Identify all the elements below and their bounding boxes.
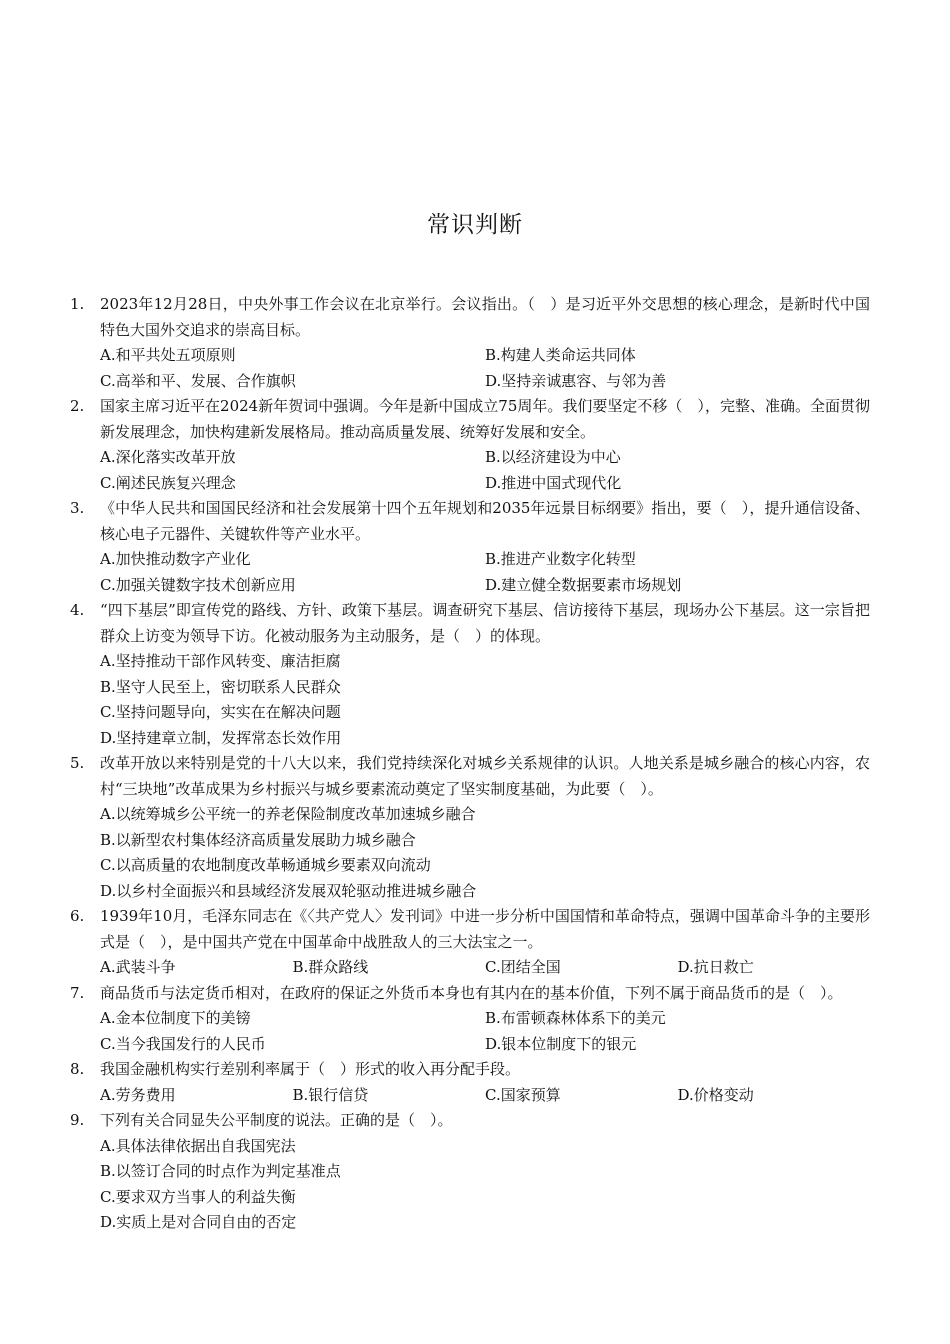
option-d: D.价格变动 (677, 1085, 754, 1104)
question-8 (70, 1057, 870, 1108)
option-a: A.武装斗争 (100, 958, 176, 976)
option-b: B.群众路线 (292, 958, 369, 976)
question-stem: 改革开放以来特别是党的十八大以来，我们党持续深化对城乡关系规律的认识。人地关系是城乡融合的核心内容，农村“三块地”改革成果为乡村振兴与城乡要素流动奠定了坚实制度基础，为此要（ ）。 (100, 754, 870, 798)
question-number: 6. (70, 907, 85, 925)
option-a: A.深化落实改革开放 (100, 448, 236, 466)
option-a: A.具体法律依据出自我国宪法 (100, 1136, 296, 1155)
question-2 (70, 394, 870, 496)
option-c: C.团结全国 (485, 958, 561, 976)
option-c: C.要求双方当事人的利益失衡 (100, 1187, 296, 1206)
question-3 (70, 496, 870, 598)
option-b: B.布雷顿森林体系下的美元 (485, 1009, 666, 1027)
option-d: D.以乡村全面振兴和县域经济发展双轮驱动推进城乡融合 (100, 881, 477, 900)
question-stem: 《中华人民共和国国民经济和社会发展第十四个五年规划和2035年远景目标纲要》指出，要（ ），提升通信设备、核心电子元器件、关键软件等产业水平。 (100, 499, 870, 543)
question-stem: 2023年12月28日，中央外事工作会议在北京举行。会议指出。（ ）是习近平外交思想的核心理念，是新时代中国特色大国外交追求的崇高目标。 (100, 295, 870, 339)
question-stem: 下列有关合同显失公平制度的说法。正确的是（ ）。 (100, 1111, 453, 1129)
question-6 (70, 904, 870, 981)
option-d: D.坚持建章立制，发挥常态长效作用 (100, 728, 342, 747)
option-d: D.实质上是对合同自由的否定 (100, 1213, 297, 1231)
question-5 (70, 751, 870, 904)
option-b: B.以新型农村集体经济高质量发展助力城乡融合 (100, 830, 416, 849)
question-stem: 我国金融机构实行差别利率属于（ ）形式的收入再分配手段。 (100, 1060, 521, 1078)
question-list (70, 292, 870, 1236)
option-b: B.推进产业数字化转型 (485, 550, 636, 568)
option-c: C.阐述民族复兴理念 (100, 473, 236, 492)
option-c: C.以高质量的农地制度改革畅通城乡要素双向流动 (100, 856, 431, 874)
question-4 (70, 598, 870, 751)
option-d: D.银本位制度下的银元 (485, 1034, 637, 1053)
option-b: B.以签订合同的时点作为判定基准点 (100, 1162, 341, 1180)
option-d: D.推进中国式现代化 (485, 473, 622, 492)
option-a: A.加快推动数字产业化 (100, 550, 251, 568)
question-number: 7. (70, 983, 85, 1002)
option-d: D.坚持亲诚惠容、与邻为善 (485, 371, 667, 390)
page-title: 常识判断 (427, 212, 523, 238)
option-a: A.坚持推动干部作风转变、廉洁拒腐 (100, 652, 341, 670)
option-b: B.构建人类命运共同体 (485, 346, 636, 364)
question-number: 3. (70, 499, 85, 517)
question-number: 8. (70, 1060, 85, 1078)
question-number: 9. (70, 1111, 85, 1129)
option-a: A.以统筹城乡公平统一的养老保险制度改革加速城乡融合 (100, 805, 476, 823)
option-d: D.抗日救亡 (677, 958, 754, 976)
question-9 (70, 1108, 870, 1236)
option-b: B.以经济建设为中心 (485, 448, 621, 466)
question-stem: 商品货币与法定货币相对，在政府的保证之外货币本身也有其内在的基本价值，下列不属于商品货币的是（ ）。 (100, 983, 843, 1002)
question-stem: 1939年10月，毛泽东同志在《〈共产党人〉发刊词》中进一步分析中国国情和革命特点，强调中国革命斗争的主要形式是（ ），是中国共产党在中国革命中战胜敌人的三大法宝之一。 (100, 907, 870, 951)
option-b: B.坚守人民至上，密切联系人民群众 (100, 677, 341, 696)
question-7 (70, 981, 870, 1058)
option-c: C.当今我国发行的人民币 (100, 1034, 266, 1053)
option-a: A.和平共处五项原则 (100, 346, 236, 364)
question-stem: 国家主席习近平在2024新年贺词中强调。今年是新中国成立75周年。我们要坚定不移（ ），完整、准确。全面贯彻新发展理念，加快构建新发展格局。推动高质量发展、统筹好发展和安全。 (100, 397, 870, 441)
question-1 (70, 292, 870, 394)
question-number: 4. (70, 601, 85, 619)
option-c: C.加强关键数字技术创新应用 (100, 575, 296, 594)
option-d: D.建立健全数据要素市场规划 (485, 575, 682, 594)
option-a: A.劳务费用 (100, 1085, 176, 1104)
question-stem: “四下基层”即宣传党的路线、方针、政策下基层。调查研究下基层、信访接待下基层，现场办公下基层。这一宗旨把群众上访变为领导下访。化被动服务为主动服务，是（ ）的体现。 (100, 601, 870, 645)
option-c: C.国家预算 (485, 1085, 561, 1104)
question-number: 1. (70, 295, 85, 313)
question-number: 2. (70, 397, 85, 415)
option-c: C.高举和平、发展、合作旗帜 (100, 371, 296, 390)
option-a: A.金本位制度下的美镑 (100, 1009, 251, 1027)
question-number: 5. (70, 754, 85, 772)
option-c: C.坚持问题导向，实实在在解决问题 (100, 703, 341, 721)
option-b: B.银行信贷 (292, 1085, 369, 1104)
